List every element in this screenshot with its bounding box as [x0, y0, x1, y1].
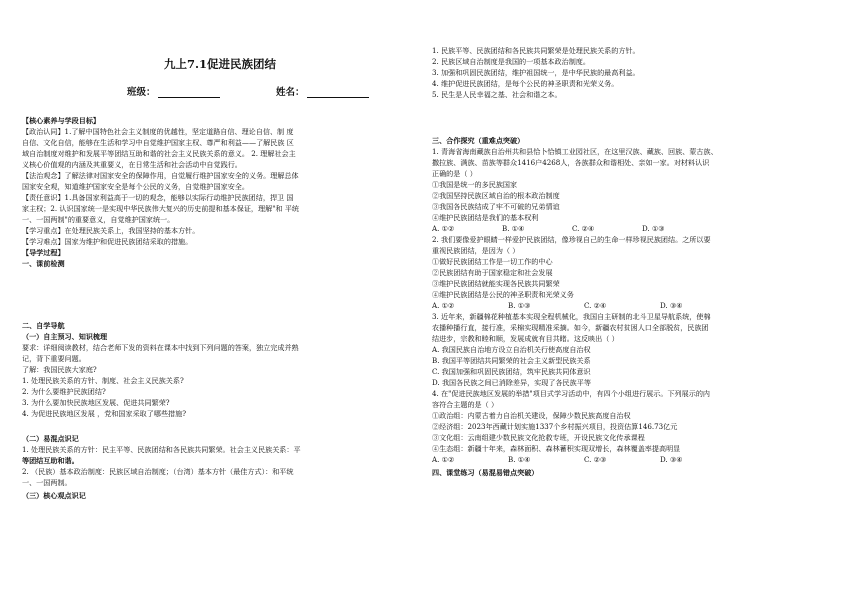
q3-option: C. 我国加强和巩固民族团结，筑牢民族共同体意识	[432, 367, 591, 376]
q1-item: ①我国是统一的多民族国家	[432, 180, 518, 189]
body-line: 【政治认同】1.了解中国特色社会主义制度的优越性，坚定道路自信、理论自信、制 度	[22, 127, 294, 136]
subsection-3-heading: （三）核心观点识记	[22, 491, 86, 500]
heading-process: 【导学过程】	[22, 248, 65, 257]
question-line: 4. 为促进民族地区发展 ，党和国家采取了哪些措施?	[22, 409, 187, 418]
q2-item: ④维护民族团结是公民的神圣职责和光荣义务	[432, 290, 574, 299]
option: B. ①④	[508, 455, 531, 464]
q3-stem: 结进步，宗教和睦和顺，发展成就有目共睹。这反映出（ ）	[432, 334, 619, 343]
body-line: 了解：我国民族大家庭?	[22, 365, 97, 374]
class-blank	[158, 88, 220, 98]
body-line: 2. （民族）基本政治制度：民族区域自治制度；（台湾）基本方针（最佳方式）：和平统	[22, 467, 294, 476]
document-title: 九上7.1促进民族团结	[163, 57, 276, 71]
option: B. ①④	[502, 224, 525, 233]
q3-stem: 3. 近年来，新疆棉花种植基本实现全程机械化，我国自主研制的北斗卫星导航系统，使棉	[432, 312, 711, 321]
subsection-2-heading: （二）易混点识记	[22, 434, 79, 443]
difficult-points: 【学习难点】国家为维护和促进民族团结采取的措施。	[22, 237, 193, 246]
body-line: 域自治制度对维护和发展平等团结互助和谐的社会主义民族关系的意义。 2. 理解社会主	[22, 149, 296, 158]
body-line: 记，背下重要问题。	[22, 354, 86, 363]
q4-item: ④生态组：新疆十年来，森林面积、森林蓄积实现双增长，森林覆盖率提高明显	[432, 444, 681, 453]
option: A. ①②	[432, 455, 455, 464]
q4-options	[432, 455, 683, 464]
option: D. ③④	[660, 455, 683, 464]
key-view-line: 4. 维护促进民族团结，是每个公民的神圣职责和光荣义务。	[432, 79, 619, 88]
q2-item: ①做好民族团结工作是一切工作的中心	[432, 257, 553, 266]
q3-option: B. 我国平等团结共同繁荣的社会主义新型民族关系	[432, 356, 591, 365]
q3-option: D. 我国各民族之间已消除差异，实现了各民族平等	[432, 378, 591, 387]
q2-stem: 2. 我们要像爱护眼睛一样爱护民族团结，像珍视自己的生命一样珍视民族团结。之所以要	[432, 235, 711, 244]
body-line: 一、一国两制"的重要意义，自觉维护国家统一。	[22, 215, 175, 224]
q1-stem: 1. 青海省海南藏族自治州共和县恰卜恰镇工业园社区，在这里汉族、藏族、回族、蒙古族、	[432, 147, 718, 156]
key-view-line: 2. 民族区域自治制度是我国的一项基本政治制度。	[432, 57, 590, 66]
q1-item: ④维护民族团结是我们的基本权利	[432, 213, 539, 222]
option: A. ①②	[432, 224, 455, 233]
section-2-heading: 二、自学导航	[22, 321, 65, 330]
question-line: 1. 处理民族关系的方针、制度、社会主义民族关系?	[22, 376, 184, 385]
body-line: 一、一国两制。	[22, 478, 72, 487]
class-field	[127, 84, 220, 98]
q2-stem: 重视民族团结，是因为（ ）	[432, 246, 520, 255]
option: D. ③④	[660, 301, 683, 310]
q2-options	[432, 301, 683, 310]
q3-option: A. 我国民族自治地方设立自治机关行使高度自治权	[432, 345, 591, 354]
option: C. ②③	[584, 455, 607, 464]
q4-item: ②经济组：2023年西藏计划实施1337个乡村振兴项目，投资估算146.73亿元	[432, 422, 678, 431]
heading-core-literacy: 【核心素养与学段目标】	[22, 116, 101, 125]
q1-item: ②我国坚持民族区域自治的根本政治制度	[432, 191, 560, 200]
option: C. ②④	[584, 301, 607, 310]
question-line: 2. 为什么要维护民族团结?	[22, 387, 106, 396]
key-view-line: 5. 民生是人民幸福之基、社会和谐之本。	[432, 90, 562, 99]
q4-stem: 容符合主题的是（ ）	[432, 400, 499, 409]
name-label: 姓名：	[276, 87, 305, 98]
body-line: 【法治观念】了解法律对国家安全的保障作用，自觉履行维护国家安全的义务。理解总体	[22, 171, 299, 180]
q4-stem: 4. 在"促进民族地区发展的举措"项目式学习活动中，有四个小组进行展示。下列展示的内	[432, 389, 711, 398]
q2-item: ②民族团结有助于国家稳定和社会发展	[432, 268, 553, 277]
q3-stem: 农播种播行直，接行准，采棉实现精准采摘。如今，新疆农村贫困人口全部脱贫，民族团	[432, 323, 709, 332]
option: A. ①②	[432, 301, 455, 310]
key-points: 【学习重点】在处理民族关系上，我国坚持的基本方针。	[22, 226, 200, 235]
section-1-heading: 一、课前检测	[22, 259, 65, 268]
body-line: 义核心价值观的内涵及其重要义，在日常生活和社会活动中自觉践行。	[22, 160, 242, 169]
body-line: 家主权；2. 认识国家统一是实现中华民族伟大复兴的历史前提和基本保证，理解"和 平统	[22, 204, 300, 213]
body-line: 【责任意识】1.具备国家利益高于一切的观念，能够以实际行动维护民族团结，捍卫 国	[22, 193, 294, 202]
name-blank	[307, 88, 369, 98]
body-line: 等团结互助和谐。	[22, 456, 79, 465]
q4-item: ①政治组：内蒙古着力自治机关建设，保障少数民族高度自治权	[432, 411, 631, 420]
q1-stem: 正确的是（ ）	[432, 169, 477, 178]
option: C. ②④	[572, 224, 595, 233]
key-view-line: 3. 加强和巩固民族团结，维护祖国统一，是中华民族的最高利益。	[432, 68, 640, 77]
class-label: 班级：	[127, 87, 156, 98]
body-line: 自信、文化自信，能够在生活和学习中自觉维护国家主权、尊严和利益——了解民族 区	[22, 138, 294, 147]
body-line: 要求：详细阅读教材，结合老师下发的资料在课本中找到下列问题的答案，独立完成并熟	[22, 343, 299, 352]
section-3-heading: 三、合作探究（重难点突破）	[432, 136, 525, 145]
body-line: 国家安全观，知道维护国家安全是每个公民的义务，自觉维护国家安全。	[22, 182, 249, 191]
option: B. ①③	[508, 301, 531, 310]
section-4-heading: 四、课堂练习（易混易错点突破）	[432, 468, 539, 477]
body-line: 1. 处理民族关系的方针：民主平等、民族团结和各民族共同繁荣。社会主义民族关系：平	[22, 445, 301, 454]
name-field	[276, 84, 369, 98]
q2-item: ③维护民族团结就能实现各民族共同繁荣	[432, 279, 560, 288]
option: D. ①③	[642, 224, 665, 233]
question-line: 3. 为什么要加快民族地区发展、促进共同繁荣?	[22, 398, 170, 407]
q1-item: ③我国各民族结成了牢不可破的兄弟情谊	[432, 202, 560, 211]
q1-stem: 撒拉族、满族、苗族等群众1416户4268人，各族群众和谐相处、亲如一家。对材料认识	[432, 158, 710, 167]
key-view-line: 1. 民族平等、民族团结和各民族共同繁荣是处理民族关系的方针。	[432, 46, 640, 55]
q1-options	[432, 224, 665, 233]
subsection-1-heading: （一）自主预习、知识梳理	[22, 332, 108, 341]
q4-item: ③文化组：云南组建少数民族文化抢救专班，开设民族文化传承课程	[432, 433, 645, 442]
